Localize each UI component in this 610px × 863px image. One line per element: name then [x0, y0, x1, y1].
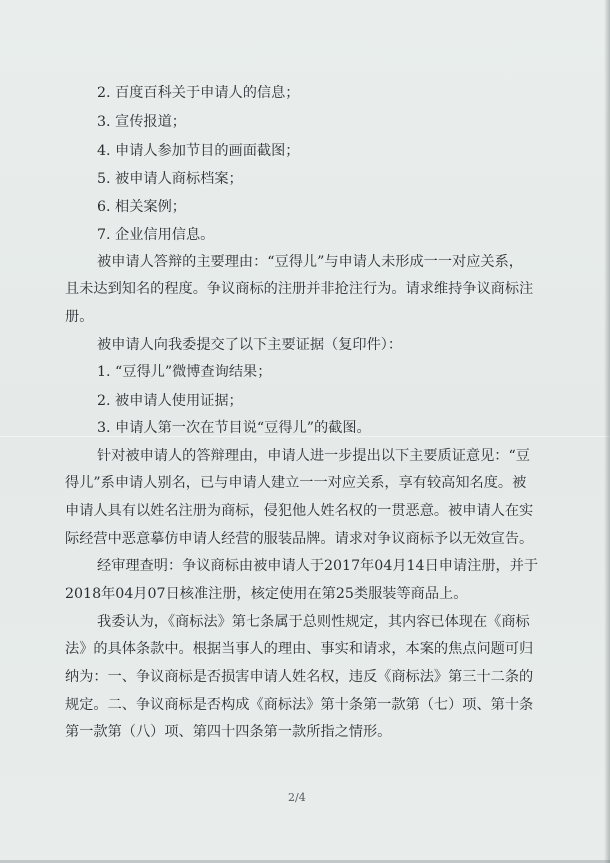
paragraph-line: 针对被申请人的答辩理由，申请人进一步提出以下主要质证意见：“豆 — [97, 448, 530, 464]
paragraph-line: 经审理查明：争议商标由被申请人于2017年04月14日申请注册，并于 — [97, 558, 539, 574]
paragraph-line: 被申请人向我委提交了以下主要证据（复印件）： — [97, 337, 403, 353]
paragraph-line: 且未达到知名的程度。争议商标的注册并非抢注行为。请求维持争议商标注 — [65, 281, 534, 297]
respondent-evidence-item-2: 2. 被申请人使用证据； — [97, 393, 243, 409]
evidence-item-4: 4. 申请人参加节目的画面截图； — [97, 143, 300, 159]
evidence-item-7: 7. 企业信用信息。 — [97, 227, 215, 243]
respondent-evidence-item-3: 3. 申请人第一次在节目说“豆得儿”的截图。 — [97, 420, 371, 436]
paragraph-line: 我委认为，《商标法》第七条属于总则性规定，其内容已体现在《商标 — [97, 614, 530, 630]
paragraph-line: 际经营中恶意摹仿申请人经营的服装品牌。请求对争议商标予以无效宣告。 — [65, 531, 534, 547]
paragraph-line: 纳为：一、争议商标是否损害申请人姓名权，违反《商标法》第三十二条的 — [65, 669, 534, 685]
paragraph-line: 第一款第（八）项、第四十四条第一款所指之情形。 — [65, 724, 392, 740]
evidence-item-3: 3. 宣传报道； — [97, 114, 186, 130]
paragraph-line: 法》的具体条款中。根据当事人的理由、事实和请求，本案的焦点问题可归 — [65, 641, 534, 657]
evidence-item-2: 2. 百度百科关于申请人的信息； — [97, 85, 300, 101]
paragraph-line: 2018年04月07日核准注册，核定使用在第25类服装等商品上。 — [65, 586, 468, 602]
paragraph-line: 规定。二、争议商标是否构成《商标法》第十条第一款第（七）项、第十条 — [65, 697, 534, 713]
evidence-item-6: 6. 相关案例； — [97, 199, 186, 215]
paragraph-line: 册。 — [65, 309, 94, 325]
paragraph-line: 申请人具有以姓名注册为商标，侵犯他人姓名权的一贯恶意。被申请人在实 — [65, 503, 534, 519]
paragraph-line: 被申请人答辩的主要理由：“豆得儿”与申请人未形成一一对应关系， — [97, 254, 523, 270]
paragraph-line: 得儿”系申请人别名，已与申请人建立一一对应关系，享有较高知名度。被 — [65, 475, 527, 491]
evidence-item-5: 5. 被申请人商标档案； — [97, 171, 243, 187]
scan-edge-shadow — [604, 0, 610, 863]
page-number: 2/4 — [288, 791, 306, 804]
respondent-evidence-item-1: 1. “豆得儿”微博查询结果； — [97, 364, 272, 380]
